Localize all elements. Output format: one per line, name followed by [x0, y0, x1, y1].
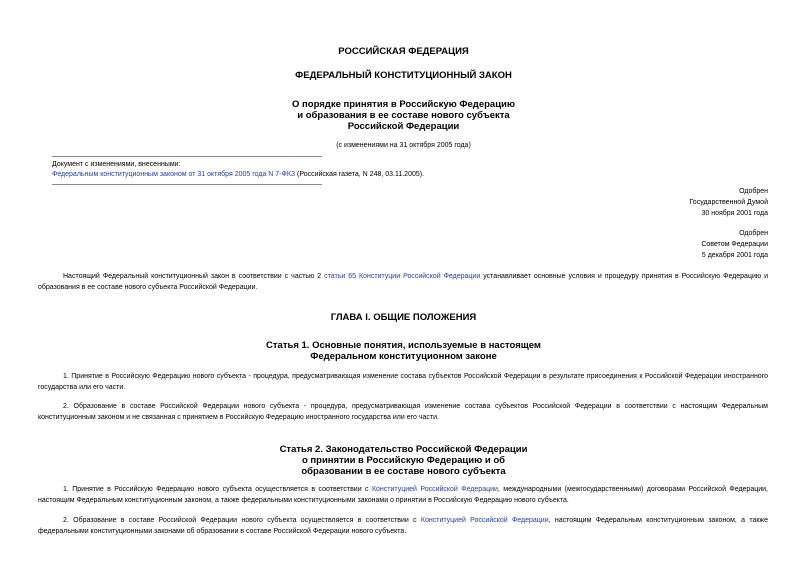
document-title: [0, 99, 807, 132]
preamble-text: устанавливает основные условия и процедуру принятия в Российскую Федерацию и образования в ее составе нового субъекта Российской Федерации.: [38, 273, 769, 291]
article-title-line: Статья 1. Основные понятия, используемые в настоящем: [266, 340, 541, 351]
amendments-intro: Документ с изменениями, внесенными:: [52, 161, 181, 168]
amendments-line: [52, 170, 772, 179]
approval-body: Советом Федерации: [701, 241, 768, 248]
article-1-paragraph-1: 1. Принятие в Российскую Федерацию нового субъекта - процедура, предусматривающая изменение состава субъектов Российской Федерации в результате присоединения к Российской Федерации иностранного государства или его части.: [38, 373, 768, 391]
article-2-paragraph-2: [38, 515, 768, 537]
title-line: Российской Федерации: [347, 121, 460, 132]
revision-note: (с изменениями на 31 октября 2005 года): [336, 142, 471, 149]
constitution-link[interactable]: Конституцией Российской Федерации: [371, 486, 498, 493]
preamble-paragraph: [38, 271, 768, 293]
approval-federation-council: [701, 228, 768, 261]
paragraph-text: 2. Образование в составе Российской Федерации нового субъекта осуществляется в соответствии с: [63, 517, 421, 524]
amendments-source: (Российская газета, N 248, 03.11.2005).: [295, 171, 425, 178]
title-line: и образования в ее составе нового субъекта: [297, 110, 510, 121]
constitution-article-65-link[interactable]: статьи 65 Конституции Российской Федерации: [324, 273, 481, 280]
article-2-heading: [0, 444, 807, 477]
divider-bottom: [52, 184, 322, 185]
amending-law-link[interactable]: Федеральным конституционным законом от 31 октября 2005 года N 7-ФКЗ: [52, 171, 296, 178]
paragraph-text: , настоящим Федеральным конституционным законом, а также федеральными конституционными законами об образовании в составе Российской Федерации нового субъекта.: [38, 517, 768, 535]
paragraph-text: , международными (межгосударственными) договорами Российской Федерации, настоящим Федеральным конституционным законом, а также федеральными конституционными законами о принятии в Российскую Федерацию нового субъекта.: [38, 486, 768, 504]
approval-date: 5 декабря 2001 года: [701, 252, 768, 259]
constitution-link[interactable]: Конституцией Российской Федерации: [420, 517, 549, 524]
approval-label: Одобрен: [739, 188, 768, 195]
article-1-paragraph-2: 2. Образование в составе Российской Федерации нового субъекта - процедура, предусматривающая изменение состава субъектов Российской Федерации в соответствии с настоящим Федеральным конституционным законом и не связанная с принятием в Российскую Федерацию иностранного государства или его части.: [38, 403, 768, 421]
approval-duma: [689, 186, 768, 219]
divider-top: [52, 156, 322, 157]
law-type-heading: ФЕДЕРАЛЬНЫЙ КОНСТИТУЦИОННЫЙ ЗАКОН: [295, 70, 512, 81]
title-line: О порядке принятия в Российскую Федерацию: [292, 99, 515, 110]
chapter-1-heading: ГЛАВА I. ОБЩИЕ ПОЛОЖЕНИЯ: [330, 312, 477, 323]
article-1-heading: [0, 340, 807, 362]
article-title-line: образовании в ее составе нового субъекта: [301, 466, 506, 477]
article-title-line: Статья 2. Законодательство Российской Федерации: [279, 444, 528, 455]
country-heading: РОССИЙСКАЯ ФЕДЕРАЦИЯ: [338, 46, 469, 57]
preamble-text: Настоящий Федеральный конституционный закон в соответствии с частью 2: [63, 273, 325, 280]
paragraph-text: 1. Принятие в Российскую Федерацию нового субъекта осуществляется в соответствии с: [63, 486, 372, 493]
article-2-paragraph-1: [38, 484, 768, 506]
article-title-line: о принятии в Российскую Федерацию и об: [301, 455, 506, 466]
approval-body: Государственной Думой: [689, 199, 768, 206]
approval-label: Одобрен: [739, 230, 768, 237]
approval-date: 30 ноября 2001 года: [701, 210, 768, 217]
article-title-line: Федеральном конституционном законе: [310, 351, 497, 362]
